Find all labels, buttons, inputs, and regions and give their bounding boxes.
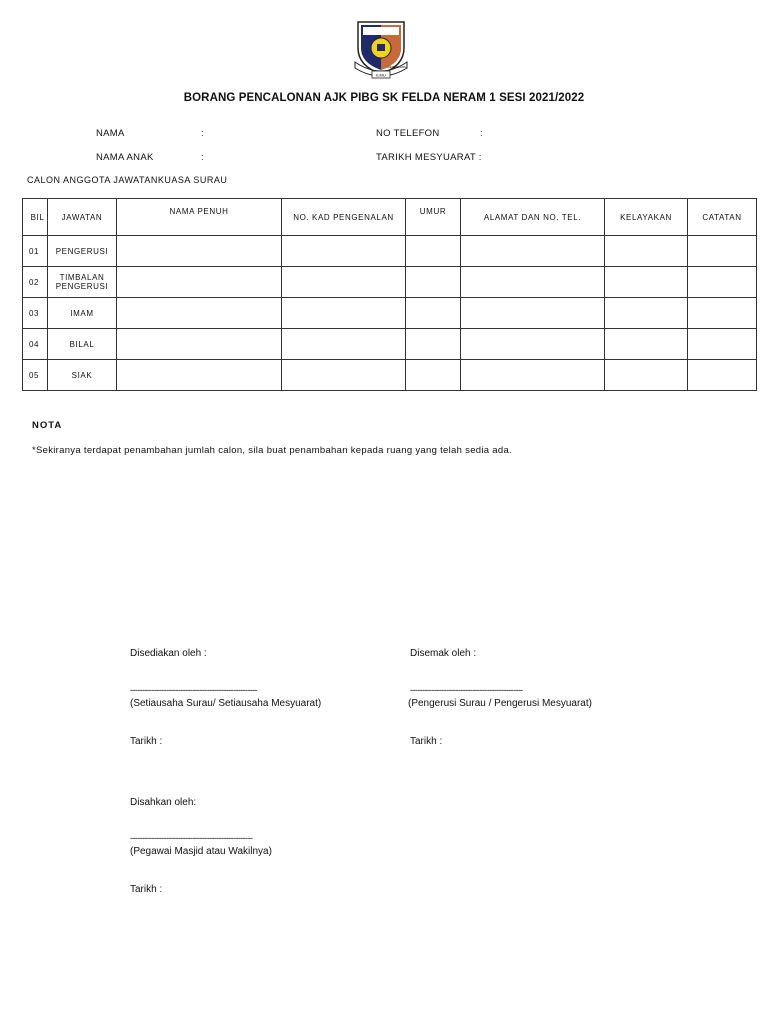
table-header-row [23, 199, 757, 236]
nama-anak-label: NAMA ANAK [96, 152, 154, 163]
row-jawatan: IMAM [48, 298, 117, 329]
nama-anak-colon: : [201, 152, 204, 163]
cell-nama-penuh[interactable] [117, 329, 282, 360]
disediakan-tarikh: Tarikh : [130, 736, 163, 747]
row-bil: 03 [23, 298, 48, 329]
cell-umur[interactable] [406, 298, 461, 329]
cell-kelayakan[interactable] [605, 329, 688, 360]
table-row [23, 360, 757, 391]
cell-ic[interactable] [282, 360, 406, 391]
row-bil: 02 [23, 267, 48, 298]
cell-ic[interactable] [282, 329, 406, 360]
disediakan-signature-line: ----------------------------------------------------- [130, 685, 258, 695]
logo-banner-text: ILMU [376, 72, 386, 78]
cell-ic[interactable] [282, 236, 406, 267]
row-bil: 01 [23, 236, 48, 267]
nama-colon: : [201, 128, 204, 139]
col-header-ic: NO. KAD PENGENALAN [282, 199, 406, 236]
disahkan-signature-line: --------------------------------------------------- [130, 833, 253, 843]
cell-alamat[interactable] [461, 329, 605, 360]
col-header-kelayakan: KELAYAKAN [605, 199, 688, 236]
section-title: CALON ANGGOTA JAWATANKUASA SURAU [27, 175, 228, 185]
cell-nama-penuh[interactable] [117, 298, 282, 329]
disahkan-role: (Pegawai Masjid atau Wakilnya) [130, 846, 272, 857]
disahkan-label: Disahkan oleh: [130, 797, 197, 808]
cell-catatan[interactable] [688, 360, 757, 391]
cell-umur[interactable] [406, 360, 461, 391]
cell-kelayakan[interactable] [605, 236, 688, 267]
table-row [23, 267, 757, 298]
disahkan-tarikh: Tarikh : [130, 884, 163, 895]
nama-label: NAMA [96, 128, 125, 139]
cell-nama-penuh[interactable] [117, 236, 282, 267]
row-bil: 05 [23, 360, 48, 391]
cell-catatan[interactable] [688, 298, 757, 329]
disemak-label: Disemak oleh : [410, 648, 477, 659]
row-jawatan: PENGERUSI [48, 236, 117, 267]
no-telefon-colon: : [480, 128, 483, 139]
col-header-catatan: CATATAN [688, 199, 757, 236]
jawatan-line2: PENGERUSI [55, 282, 109, 291]
cell-ic[interactable] [282, 298, 406, 329]
col-header-alamat: ALAMAT DAN NO. TEL. [461, 199, 605, 236]
cell-kelayakan[interactable] [605, 267, 688, 298]
cell-ic[interactable] [282, 267, 406, 298]
table-row [23, 298, 757, 329]
cell-nama-penuh[interactable] [117, 267, 282, 298]
nota-heading: NOTA [32, 420, 63, 431]
cell-alamat[interactable] [461, 267, 605, 298]
tarikh-mesyuarat-label: TARIKH MESYUARAT : [376, 152, 482, 163]
cell-alamat[interactable] [461, 236, 605, 267]
row-jawatan [48, 267, 117, 298]
jawatan-line1: TIMBALAN [59, 273, 105, 282]
school-crest-logo [352, 18, 410, 80]
cell-alamat[interactable] [461, 298, 605, 329]
cell-nama-penuh[interactable] [117, 360, 282, 391]
nota-text: *Sekiranya terdapat penambahan jumlah calon, sila buat penambahan kepada ruang yang telah sedia ada. [32, 445, 512, 456]
logo-ribbon-text: CEMERLANG [387, 65, 407, 69]
col-header-jawatan: JAWATAN [48, 199, 117, 236]
cell-umur[interactable] [406, 267, 461, 298]
cell-catatan[interactable] [688, 236, 757, 267]
disediakan-label: Disediakan oleh : [130, 648, 207, 659]
no-telefon-label: NO TELEFON [376, 128, 440, 139]
disemak-tarikh: Tarikh : [410, 736, 443, 747]
col-header-bil: BIL [23, 199, 48, 236]
cell-umur[interactable] [406, 236, 461, 267]
col-header-umur: UMUR [406, 199, 461, 236]
disemak-role: (Pengerusi Surau / Pengerusi Mesyuarat) [408, 698, 592, 709]
cell-catatan[interactable] [688, 329, 757, 360]
candidate-table [22, 198, 757, 391]
col-header-nama-penuh: NAMA PENUH [117, 199, 282, 236]
table-row [23, 329, 757, 360]
row-bil: 04 [23, 329, 48, 360]
cell-catatan[interactable] [688, 267, 757, 298]
row-jawatan: SIAK [48, 360, 117, 391]
cell-alamat[interactable] [461, 360, 605, 391]
cell-kelayakan[interactable] [605, 360, 688, 391]
disediakan-role: (Setiausaha Surau/ Setiausaha Mesyuarat) [130, 698, 322, 709]
form-title: BORANG PENCALONAN AJK PIBG SK FELDA NERAM 1 SESI 2021/2022 [183, 92, 585, 104]
table-row [23, 236, 757, 267]
row-jawatan: BILAL [48, 329, 117, 360]
cell-umur[interactable] [406, 329, 461, 360]
disemak-signature-line: ----------------------------------------------- [410, 685, 523, 695]
cell-kelayakan[interactable] [605, 298, 688, 329]
